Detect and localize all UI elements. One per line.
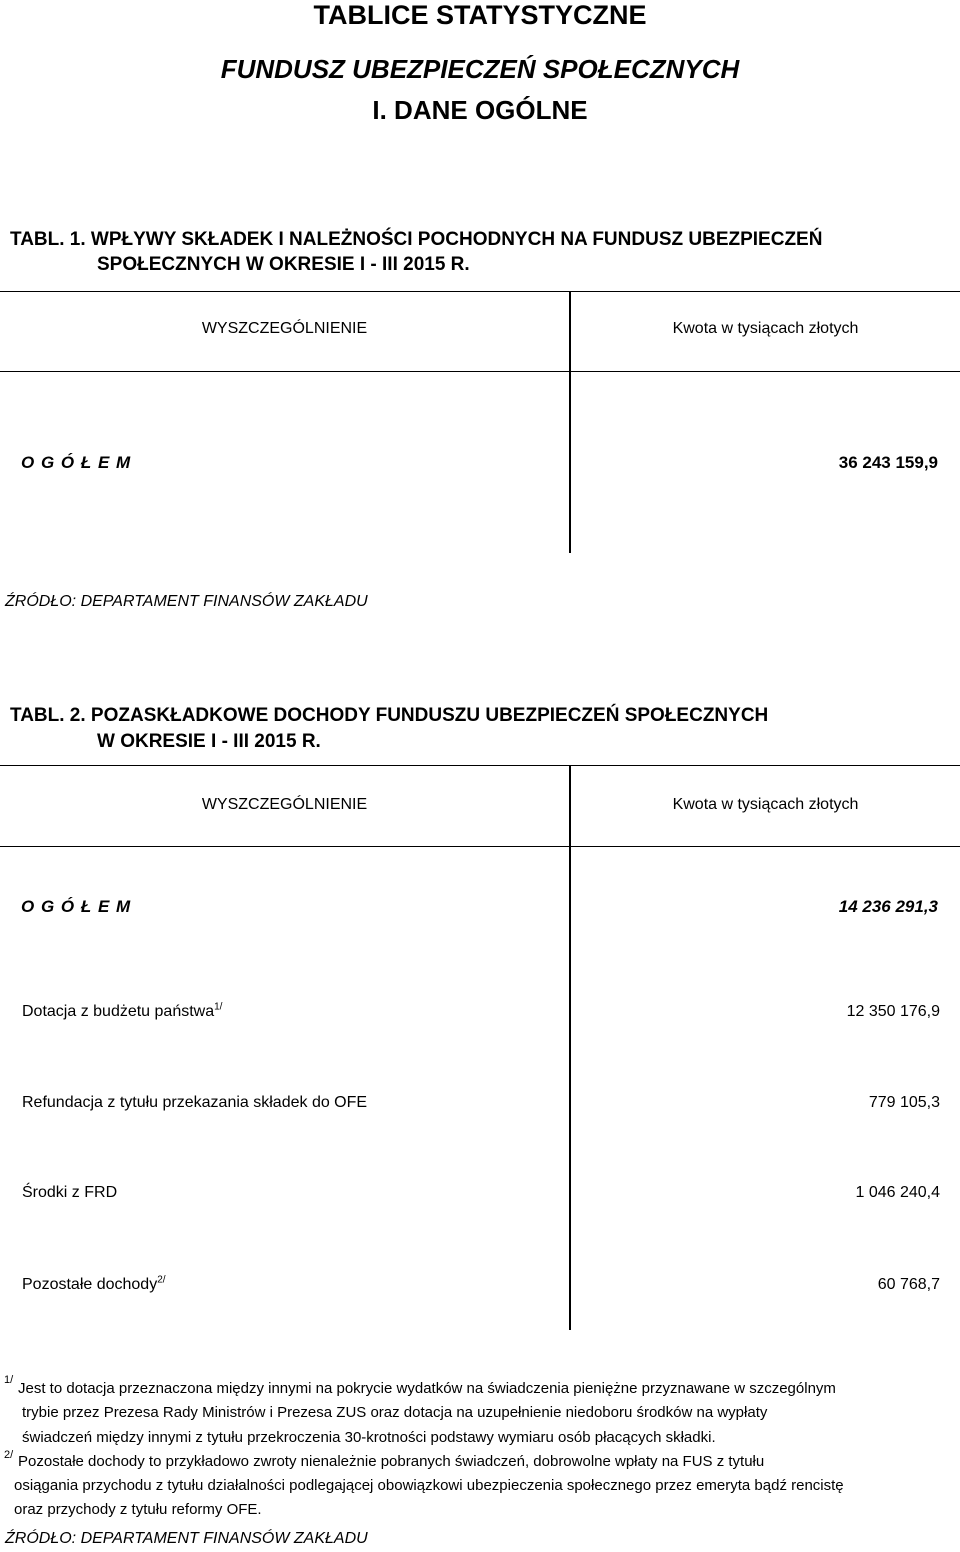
table1-top-border [0, 291, 960, 292]
table-row [22, 1094, 367, 1112]
footnote-mark-1: 1/ [4, 1374, 14, 1386]
table1-total-label: O G Ó Ł E M [21, 453, 132, 472]
footnote-2-line-1: Pozostałe dochody to przykładowo zwroty nienależnie pobranych świadczeń, dobrowolne wpłaty na FUS z tytułu [18, 1453, 765, 1470]
table2-total-value: 14 236 291,3 [838, 897, 938, 916]
footnote-ref-1: 1/ [214, 1001, 223, 1013]
table2-top-border [0, 765, 960, 766]
table2-title-line1: TABL. 2. POZASKŁADKOWE DOCHODY FUNDUSZU UBEZPIECZEŃ SPOŁECZNYCH [10, 705, 769, 726]
table2-column-header-label: WYSZCZEGÓLNIENIE [201, 796, 368, 813]
table-row [22, 1276, 166, 1294]
table2-source: ŹRÓDŁO: DEPARTAMENT FINANSÓW ZAKŁADU [5, 1530, 368, 1547]
table1-total-value: 36 243 159,9 [838, 453, 938, 472]
row-label-frd-funds: Środki z FRD [22, 1184, 118, 1201]
table2-column-divider [569, 765, 571, 1330]
footnote-2-line-3: oraz przychody z tytułu reformy OFE. [14, 1501, 262, 1518]
footnote-1-line-3: świadczeń między innymi z tytułu przekroczenia 30-krotności podstawy wymiaru osób płacących składki. [22, 1429, 716, 1446]
row-value-other-income: 60 768,7 [877, 1276, 940, 1293]
table2-title-line2: W OKRESIE I - III 2015 R. [97, 731, 321, 752]
table1-header-border [0, 371, 960, 372]
row-label-budget-subsidy: Dotacja z budżetu państwa [22, 1003, 215, 1020]
table-row [22, 1003, 222, 1021]
row-label-ofe-refund: Refundacja z tytułu przekazania składek do OFE [22, 1094, 368, 1111]
footnote-ref-2: 2/ [157, 1274, 166, 1286]
table-row [22, 1184, 117, 1202]
row-value-ofe-refund: 779 105,3 [868, 1094, 940, 1111]
footnote-1-line-1: Jest to dotacja przeznaczona między innymi na pokrycie wydatków na świadczenia pieniężne przyznawane w szczególnym [18, 1380, 836, 1397]
page-title: TABLICE STATYSTYCZNE [313, 0, 647, 30]
page-subtitle: FUNDUSZ UBEZPIECZEŃ SPOŁECZNYCH [220, 54, 740, 84]
table1-column-header-value: Kwota w tysiącach złotych [672, 320, 859, 337]
row-value-budget-subsidy: 12 350 176,9 [846, 1003, 940, 1020]
row-label-other-income: Pozostałe dochody [22, 1276, 158, 1293]
table2-column-header-value: Kwota w tysiącach złotych [672, 796, 859, 813]
section-title: I. DANE OGÓLNE [372, 95, 588, 125]
footnote-1-line-2: trybie przez Prezesa Rady Ministrów i Prezesa ZUS oraz dotacja na uzupełnienie niedoboru środków na wypłaty [22, 1404, 768, 1421]
table1-source: ŹRÓDŁO: DEPARTAMENT FINANSÓW ZAKŁADU [5, 593, 368, 610]
footnote-mark-2: 2/ [4, 1449, 14, 1461]
table1-title-line1: TABL. 1. WPŁYWY SKŁADEK I NALEŻNOŚCI POCHODNYCH NA FUNDUSZ UBEZPIECZEŃ [10, 229, 823, 250]
table2-header-border [0, 846, 960, 847]
footnote-2-line-2: osiągania przychodu z tytułu działalności podlegającej obowiązkowi ubezpieczenia społecznego przez emeryta bądź rencistę [14, 1477, 844, 1494]
row-value-frd-funds: 1 046 240,4 [855, 1184, 940, 1201]
table1-column-header-label: WYSZCZEGÓLNIENIE [201, 320, 368, 337]
table2-total-label: O G Ó Ł E M [21, 897, 132, 916]
table1-title-line2: SPOŁECZNYCH W OKRESIE I - III 2015 R. [97, 254, 470, 275]
